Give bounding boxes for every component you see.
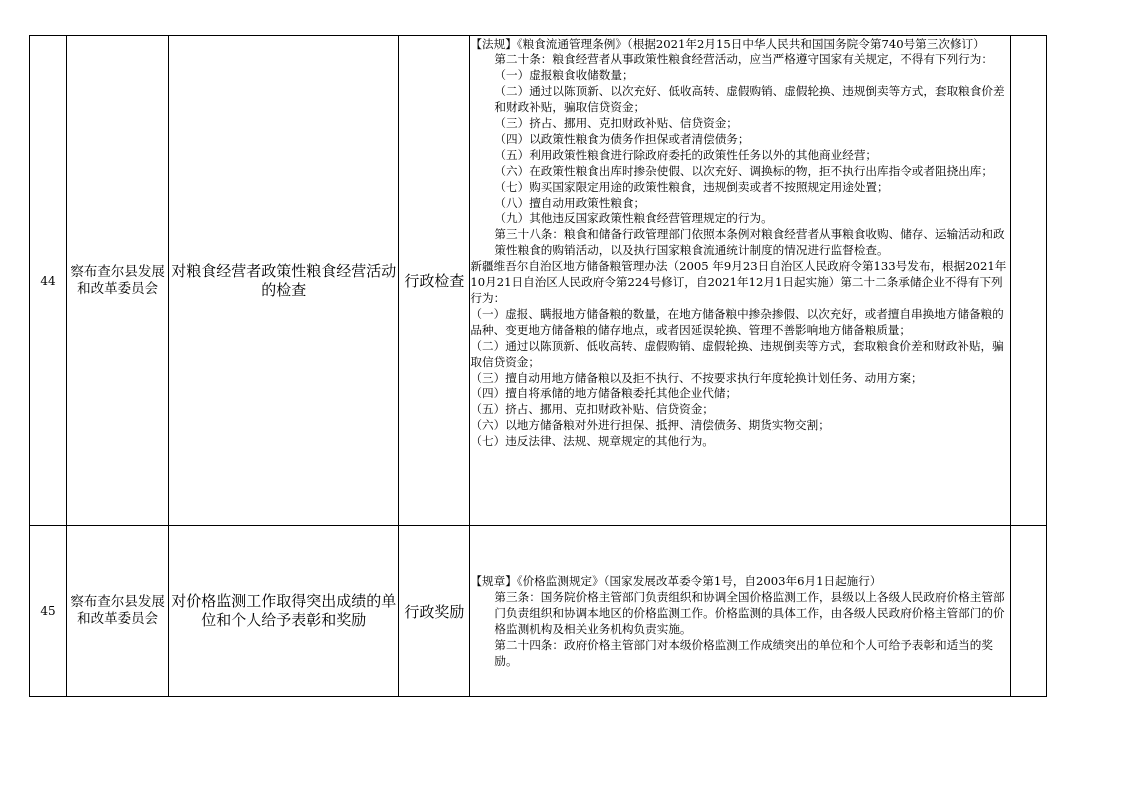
legal-basis-cell [470,36,1011,526]
basis-paragraph: （五）利用政策性粮食进行除政府委托的政策性任务以外的其他商业经营； [494,147,878,162]
basis-paragraph: （五）挤占、挪用、克扣财政补贴、信贷资金； [470,402,714,417]
basis-paragraph: 第三条：国务院价格主管部门负责组织和协调全国价格监测工作，县级以上各级人民政府价格主管部门负责组织和协调本地区的价格监测工作。价格监测的具体工作，由各级人民政府价格主管部门的价格监测机构及相关业务机构负责实施。 [494,590,1005,636]
basis-paragraph: （二）通过以陈顶新、低收高转、虚假购销、虚假轮换、违规倒卖等方式，套取粮食价差和财政补贴，骗取信贷资金； [470,338,1004,369]
item-type-cell: 行政检查 [399,36,470,526]
basis-paragraph: （九）其他违反国家政策性粮食经营管理规定的行为。 [494,211,773,226]
basis-paragraph: 第三十八条：粮食和储备行政管理部门依照本条例对粮食经营者从事粮食收购、储存、运输活动和政策性粮食的购销活动，以及执行国家粮食流通统计制度的情况进行监督检查。 [494,227,1005,258]
basis-paragraph: （六）在政策性粮食出库时掺杂使假、以次充好、调换标的物，拒不执行出库指令或者阻挠出库； [494,163,993,178]
basis-paragraph: （三）擅自动用地方储备粮以及拒不执行、不按要求执行年度轮换计划任务、动用方案； [470,370,923,385]
legal-basis-cell [470,526,1011,697]
basis-paragraph: 【法规】《粮食流通管理条例》（根据2021年2月15日中华人民共和国国务院令第740号第三次修订） [470,36,985,51]
basis-paragraph: （七）违反法律、法规、规章规定的其他行为。 [470,434,714,449]
empty-cell [1010,526,1046,697]
item-name-cell: 对粮食经营者政策性粮食经营活动的检查 [169,36,399,526]
basis-paragraph: 新疆维吾尔自治区地方储备粮管理办法（2005 年9月23日自治区人民政府令第133号发布，根据2021年10月21日自治区人民政府令第224号修订，自2021年12月1日起实施）第二十二条承储企业不得有下列行为： [470,259,1007,305]
item-name-cell: 对价格监测工作取得突出成绩的单位和个人给予表彰和奖励 [169,526,399,697]
basis-paragraph: 【规章】《价格监测规定》（国家发展改革委令第1号，自2003年6月1日起施行） [470,574,882,589]
basis-paragraph: （一）虚报粮食收储数量； [494,68,634,83]
basis-paragraph: 第二十条：粮食经营者从事政策性粮食经营活动，应当严格遵守国家有关规定，不得有下列行为： [494,52,993,67]
basis-paragraph: （四）以政策性粮食为债务作担保或者清偿债务； [494,131,750,146]
row-number: 45 [30,526,67,697]
basis-paragraph: （六）以地方储备粮对外进行担保、抵押、清偿债务、期货实物交割； [470,418,830,433]
row-number: 44 [30,36,67,526]
empty-cell [1010,36,1046,526]
basis-paragraph: （八）擅自动用政策性粮食； [494,195,646,210]
basis-paragraph: （七）购买国家限定用途的政策性粮食，违规倒卖或者不按照规定用途处置； [494,179,889,194]
table-row [30,36,1047,526]
basis-paragraph: 第二十四条：政府价格主管部门对本级价格监测工作成绩突出的单位和个人可给予表彰和适当的奖励。 [494,637,993,668]
basis-paragraph: （一）虚报、瞒报地方储备粮的数量，在地方储备粮中掺杂掺假、以次充好，或者擅自串换地方储备粮的品种、变更地方储备粮的储存地点，或者因延误轮换、管理不善影响地方储备粮质量； [470,306,1004,337]
basis-paragraph: （三）挤占、挪用、克扣财政补贴、信贷资金； [494,116,738,131]
basis-paragraph: （四）擅自将承储的地方储备粮委托其他企业代储； [470,386,738,401]
basis-paragraph: （二）通过以陈顶新、以次充好、低收高转、虚假购销、虚假轮换、违规倒卖等方式，套取粮食价差和财政补贴，骗取信贷资金； [494,84,1005,115]
records-table [29,35,1047,697]
department-cell: 察布查尔县发展和改革委员会 [67,526,169,697]
item-type-cell: 行政奖励 [399,526,470,697]
table-row [30,526,1047,697]
department-cell: 察布查尔县发展和改革委员会 [67,36,169,526]
